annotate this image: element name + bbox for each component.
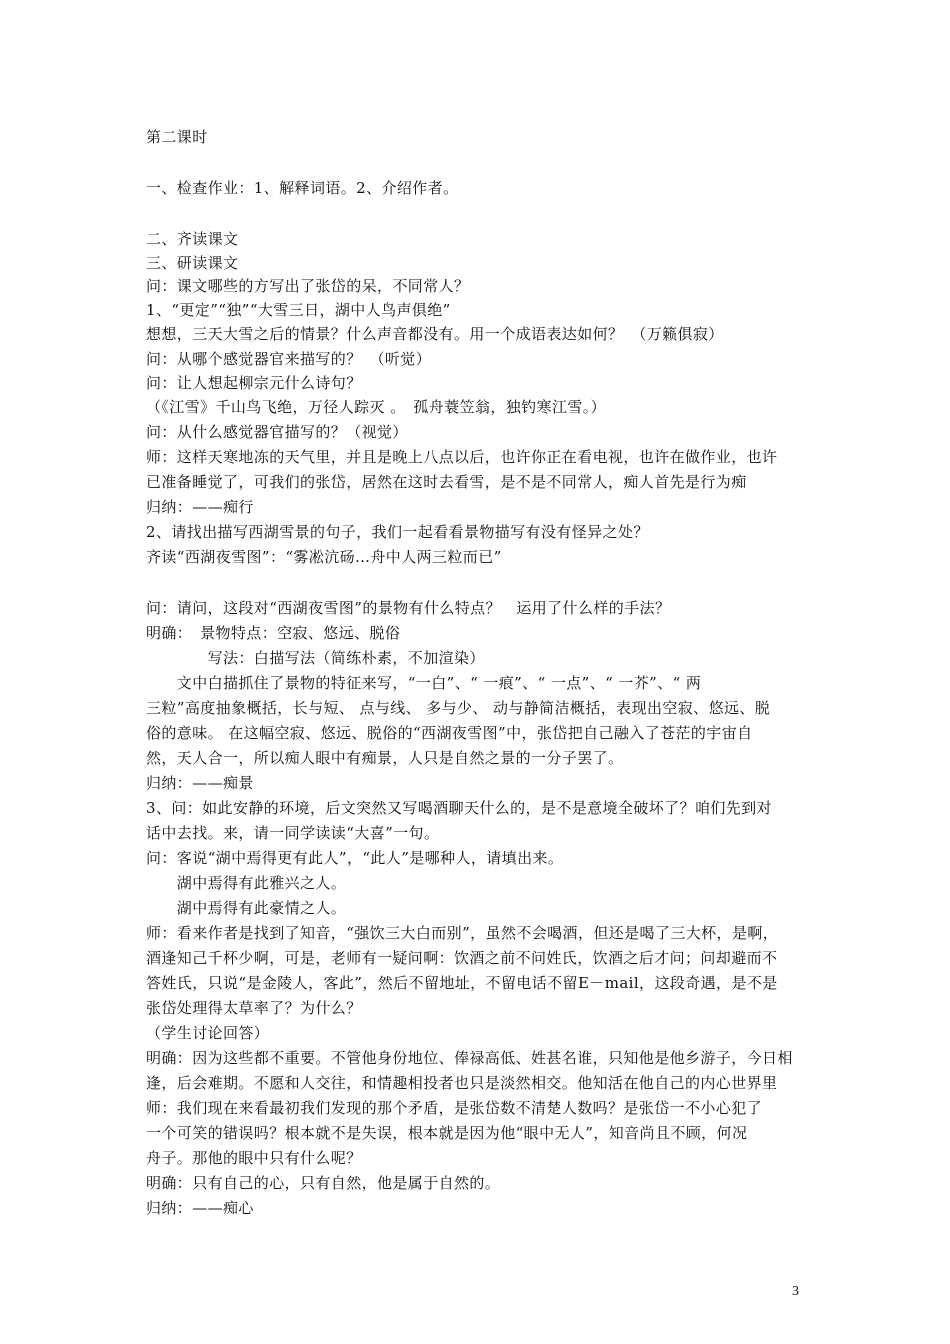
text-line: （学生讨论回答） <box>146 1024 270 1042</box>
text-line: 三、研读课文 <box>146 254 239 272</box>
text-line: 归纳：——痴行 <box>146 498 254 516</box>
text-line: 问：从什么感觉器官描写的？（视觉） <box>146 423 408 441</box>
text-line: 2、请找出描写西湖雪景的句子，我们一起看看景物描写有没有怪异之处？ <box>146 523 649 541</box>
text-line: 二、齐读课文 <box>146 230 239 248</box>
text-line: （《江雪》千山鸟飞绝，万径人踪灭 。 孤舟蓑笠翁，独钓寒江雪。） <box>146 398 607 416</box>
text-line: 问：请问，这段对“西湖夜雪图”的景物有什么特点？ 运用了什么样的手法？ <box>146 599 671 617</box>
text-line: 明确：因为这些都不重要。不管他身份地位、俸禄高低、姓甚名谁，只知他是他乡游子，今日相 <box>146 1049 793 1067</box>
text-line: 酒逢知己千杯少啊，可是，老师有一疑问啊：饮酒之前不问姓氏，饮酒之后才问；问却避而不 <box>146 949 778 967</box>
text-line: 湖中焉得有此豪情之人。 <box>146 899 347 917</box>
text-line: 文中白描抓住了景物的特征来写，“一白”、“ 一痕”、“ 一点”、“ 一芥”、“ 两 <box>146 674 702 692</box>
text-line: 答姓氏，只说“是金陵人，客此”，然后不留地址，不留电话不留E－mail，这段奇遇，是不是 <box>146 974 778 992</box>
text-line: 逢，后会难期。不愿和人交往，和情趣相投者也只是淡然相交。他知活在他自己的内心世界里 <box>146 1074 778 1092</box>
text-line: 张岱处理得太草率了？为什么？ <box>146 999 362 1017</box>
text-line: 问：从哪个感觉器官来描写的？ （听觉） <box>146 350 432 368</box>
text-line: 3、问：如此安静的环境，后文突然又写喝酒聊天什么的，是不是意境全破坏了？咱们先到对 <box>146 799 772 817</box>
text-line: 问：课文哪些的方写出了张岱的呆，不同常人？ <box>146 277 470 295</box>
text-line: 一、检查作业：1、解释词语。2、介绍作者。 <box>146 179 459 197</box>
text-line: 想想，三天大雪之后的情景？什么声音都没有。用一个成语表达如何？ （万籁俱寂） <box>146 325 724 343</box>
text-line: 1、“更定”“独”“大雪三日，湖中人鸟声俱绝” <box>146 301 451 319</box>
text-line: 三粒”高度抽象概括，长与短、 点与线、 多与少、 动与静简洁概括，表现出空寂、悠远、脱 <box>146 699 771 717</box>
text-line: 然，天人合一，所以痴人眼中有痴景，人只是自然之景的一分子罢了。 <box>146 749 624 767</box>
text-line: 归纳：——痴心 <box>146 1199 254 1217</box>
text-line: 师：我们现在来看最初我们发现的那个矛盾，是张岱数不清楚人数吗？是张岱一不小心犯了 <box>146 1099 763 1117</box>
page-number: 3 <box>792 1284 799 1299</box>
text-line: 师：看来作者是找到了知音，“强饮三大白而别”，虽然不会喝酒，但还是喝了三大杯，是啊， <box>146 924 779 942</box>
lesson-heading: 第二课时 <box>146 128 208 146</box>
text-line: 问：客说“湖中焉得更有此人”，“此人”是哪种人，请填出来。 <box>146 849 564 867</box>
text-line: 俗的意味。 在这幅空寂、悠远、脱俗的“西湖夜雪图”中，张岱把自己融入了苍茫的宇宙自 <box>146 724 753 742</box>
text-line: 话中去找。来，请一同学读读“大喜”一句。 <box>146 824 440 842</box>
text-line: 明确：只有自己的心，只有自然，他是属于自然的。 <box>146 1174 501 1192</box>
text-line: 一个可笑的错误吗？根本就不是失误，根本就是因为他“眼中无人”，知音尚且不顾，何况 <box>146 1124 748 1142</box>
text-line: 湖中焉得有此雅兴之人。 <box>146 874 347 892</box>
text-line: 师：这样天寒地冻的天气里，并且是晚上八点以后，也许你正在看电视，也许在做作业，也许 <box>146 448 778 466</box>
text-line: 写法：白描写法（简练朴素，不加渲染） <box>146 649 485 667</box>
text-line: 明确： 景物特点：空寂、悠远、脱俗 <box>146 624 401 642</box>
text-line: 已准备睡觉了，可我们的张岱，居然在这时去看雪，是不是不同常人，痴人首先是行为痴 <box>146 473 747 491</box>
text-line: 归纳：——痴景 <box>146 774 254 792</box>
text-line: 问：让人想起柳宗元什么诗句？ <box>146 374 362 392</box>
text-line: 舟子。那他的眼中只有什么呢？ <box>146 1149 362 1167</box>
text-line: 齐读“西湖夜雪图”：“雾凇沆砀…舟中人两三粒而已” <box>146 548 502 566</box>
